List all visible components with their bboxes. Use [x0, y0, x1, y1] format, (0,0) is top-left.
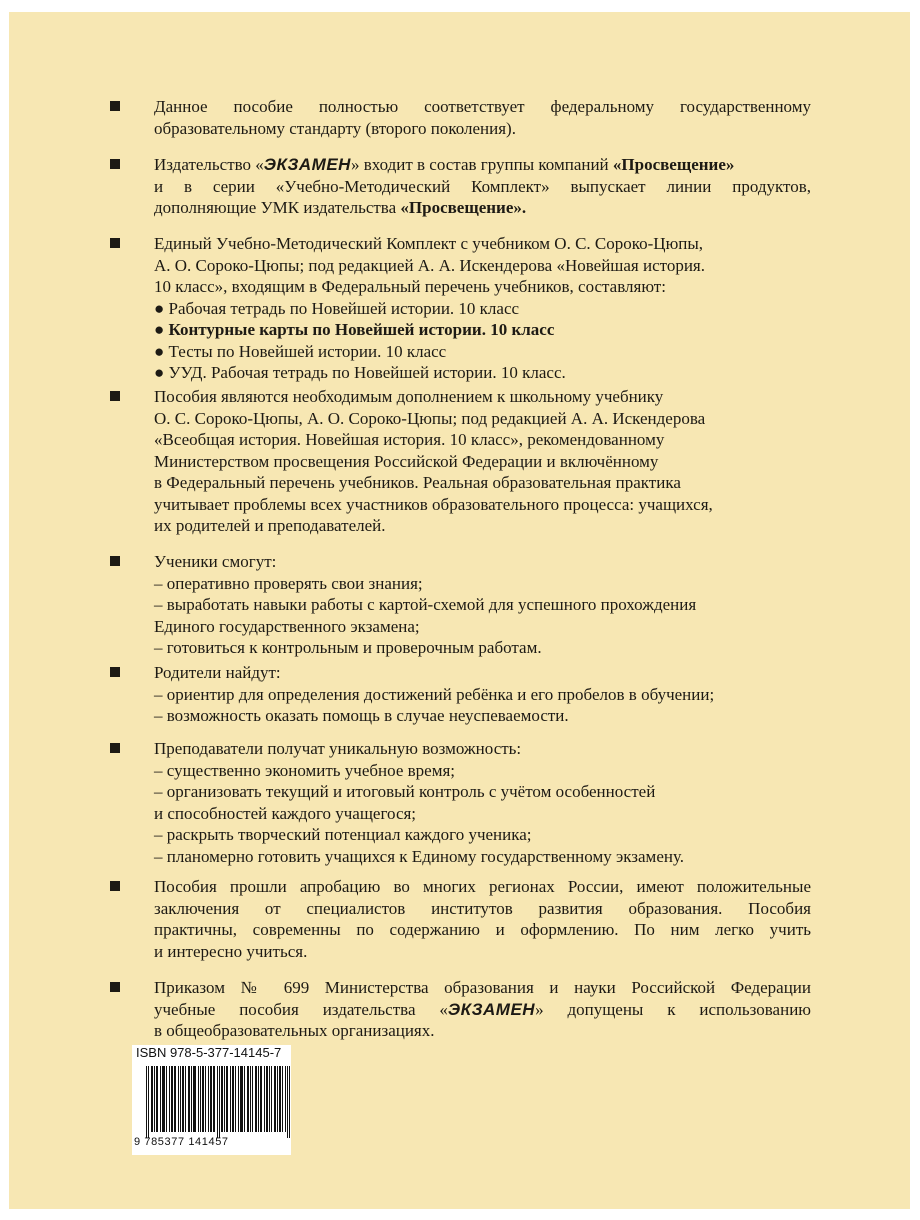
text-line: – планомерно готовить учащихся к Единому государственному экзамену.: [154, 846, 685, 866]
square-bullet-icon: [110, 101, 120, 111]
text-line: в Федеральный перечень учебников. Реальная образовательная практика: [154, 473, 681, 492]
text-line: образовательному стандарту (второго поколения).: [154, 118, 516, 138]
text-line: – организовать текущий и итоговый контроль с учётом особенностей: [154, 782, 656, 801]
text-line: Приказом № 699 Министерства образования и науки Российской Федерации: [154, 978, 811, 997]
paragraph-teachers: [154, 738, 811, 867]
text-line: Пособия прошли апробацию во многих регионах России, имеют положительные: [154, 877, 811, 896]
barcode-icon: [146, 1066, 290, 1138]
page: [9, 12, 910, 1209]
text-line: А. О. Сороко-Цюпы; под редакцией А. А. Искендерова «Новейшая история.: [154, 255, 706, 275]
square-bullet-icon: [110, 982, 120, 992]
square-bullet-icon: [110, 238, 120, 248]
text-line: Преподаватели получат уникальную возможность:: [154, 739, 522, 758]
text-line: Родители найдут:: [154, 663, 281, 682]
paragraph-order: [154, 977, 811, 1042]
text-line: и способностей каждого учащегося;: [154, 803, 417, 823]
text-line: Единый Учебно-Методический Комплект с учебником О. С. Сороко-Цюпы,: [154, 234, 704, 253]
text-line: учитывает проблемы всех участников образовательного процесса: учащихся,: [154, 494, 713, 514]
square-bullet-icon: [110, 743, 120, 753]
paragraph-supplement: [154, 386, 811, 537]
text-line: заключения от специалистов институтов развития образования. Пособия: [154, 898, 811, 918]
text-line: практичны, современны по содержанию и оформлению. По ним легко учить: [154, 920, 811, 939]
square-bullet-icon: [110, 667, 120, 677]
text-line: Пособия являются необходимым дополнением к школьному учебнику: [154, 387, 664, 406]
text-line: 10 класс», входящим в Федеральный перечень учебников, составляют:: [154, 277, 666, 296]
barcode-digits: 9 785377 141457: [134, 1136, 229, 1148]
text-line: – выработать навыки работы с картой-схемой для успешного прохождения: [154, 595, 697, 614]
text-line: и интересно учиться.: [154, 941, 308, 961]
text-line: О. С. Сороко-Цюпы, А. О. Сороко-Цюпы; под редакцией А. А. Искендерова: [154, 408, 706, 428]
text-line: их родителей и преподавателей.: [154, 516, 386, 535]
text-line: Министерством просвещения Российской Федерации и включённому: [154, 451, 659, 471]
text-line: Издательство «ЭКЗАМЕН» входит в состав группы компаний «Просвещение»: [154, 155, 735, 174]
text-line: – ориентир для определения достижений ребёнка и его пробелов в обучении;: [154, 684, 715, 704]
square-bullet-icon: [110, 391, 120, 401]
list-item: ● УУД. Рабочая тетрадь по Новейшей истории. 10 класс.: [154, 363, 566, 382]
text-line: Единого государственного экзамена;: [154, 616, 420, 636]
isbn-label: ISBN 978-5-377-14145-7: [136, 1045, 282, 1060]
paragraph-umk: [154, 233, 811, 384]
text-line: дополняющие УМК издательства «Просвещение».: [154, 198, 527, 217]
text-line: Ученики смогут:: [154, 552, 277, 571]
list-item: ● Рабочая тетрадь по Новейшей истории. 10 класс: [154, 298, 520, 318]
text-line: – оперативно проверять свои знания;: [154, 573, 423, 593]
text-line: – возможность оказать помощь в случае неуспеваемости.: [154, 706, 569, 725]
text-line: учебные пособия издательства «ЭКЗАМЕН» допущены к использованию: [154, 999, 811, 1019]
text-line: – раскрыть творческий потенциал каждого ученика;: [154, 825, 532, 844]
list-item: ● Тесты по Новейшей истории. 10 класс: [154, 341, 447, 361]
paragraph-publisher: [154, 154, 811, 219]
text-line: и в серии «Учебно-Методический Комплект» выпускает линии продуктов,: [154, 176, 811, 196]
square-bullet-icon: [110, 881, 120, 891]
text-line: «Всеобщая история. Новейшая история. 10 класс», рекомендованному: [154, 430, 665, 449]
text-line: – готовиться к контрольным и проверочным работам.: [154, 638, 542, 657]
text-line: – существенно экономить учебное время;: [154, 760, 455, 780]
paragraph-parents: [154, 662, 811, 727]
publisher-brand: ЭКЗАМЕН: [263, 155, 351, 174]
list-item-highlight: ● Контурные карты по Новейшей истории. 10 класс: [154, 320, 555, 339]
publisher-brand: ЭКЗАМЕН: [447, 999, 536, 1019]
text-line: Данное пособие полностью соответствует федеральному государственному: [154, 97, 811, 116]
paragraph-fgos: [154, 96, 811, 139]
paragraph-students: [154, 551, 811, 659]
paragraph-approbation: [154, 876, 811, 962]
text-line: в общеобразовательных организациях.: [154, 1021, 435, 1040]
square-bullet-icon: [110, 159, 120, 169]
square-bullet-icon: [110, 556, 120, 566]
isbn-barcode-block: [132, 1045, 291, 1155]
